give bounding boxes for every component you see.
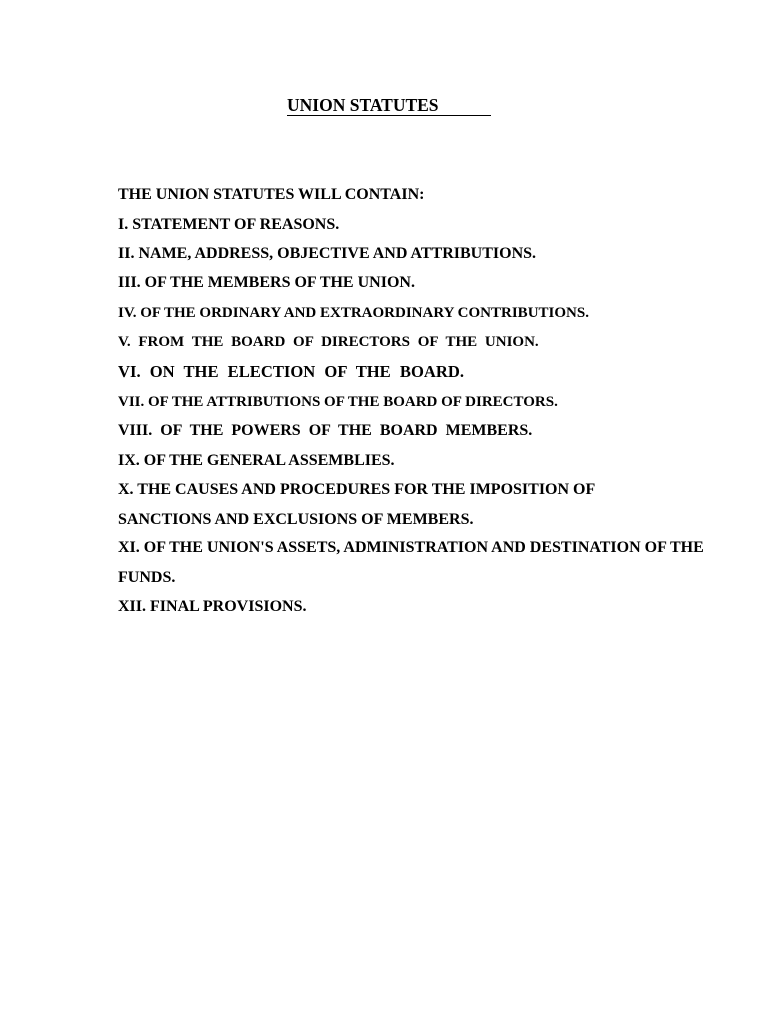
list-item-3: III. OF THE MEMBERS OF THE UNION. <box>118 274 415 291</box>
list-item-12: XII. FINAL PROVISIONS. <box>118 598 307 615</box>
list-item-8: VIII. OF THE POWERS OF THE BOARD MEMBERS. <box>118 422 533 439</box>
intro-line: THE UNION STATUTES WILL CONTAIN: <box>118 186 425 203</box>
list-item-5: V. FROM THE BOARD OF DIRECTORS OF THE UNION. <box>118 334 539 350</box>
list-item-4: IV. OF THE ORDINARY AND EXTRAORDINARY CONTRIBUTIONS. <box>118 305 589 321</box>
list-item-1: I. STATEMENT OF REASONS. <box>118 216 340 233</box>
list-item-7: VII. OF THE ATTRIBUTIONS OF THE BOARD OF DIRECTORS. <box>118 394 558 410</box>
list-item-11: XI. OF THE UNION'S ASSETS, ADMINISTRATION AND DESTINATION OF THE <box>118 539 704 556</box>
list-item-10: X. THE CAUSES AND PROCEDURES FOR THE IMPOSITION OF <box>118 481 596 498</box>
list-item-10-continued: SANCTIONS AND EXCLUSIONS OF MEMBERS. <box>118 511 474 528</box>
list-item-9: IX. OF THE GENERAL ASSEMBLIES. <box>118 452 395 469</box>
document-title: UNION STATUTES <box>287 95 491 116</box>
list-item-11-continued: FUNDS. <box>118 569 176 586</box>
list-item-6: VI. ON THE ELECTION OF THE BOARD. <box>118 362 464 381</box>
list-item-2: II. NAME, ADDRESS, OBJECTIVE AND ATTRIBUTIONS. <box>118 245 537 262</box>
